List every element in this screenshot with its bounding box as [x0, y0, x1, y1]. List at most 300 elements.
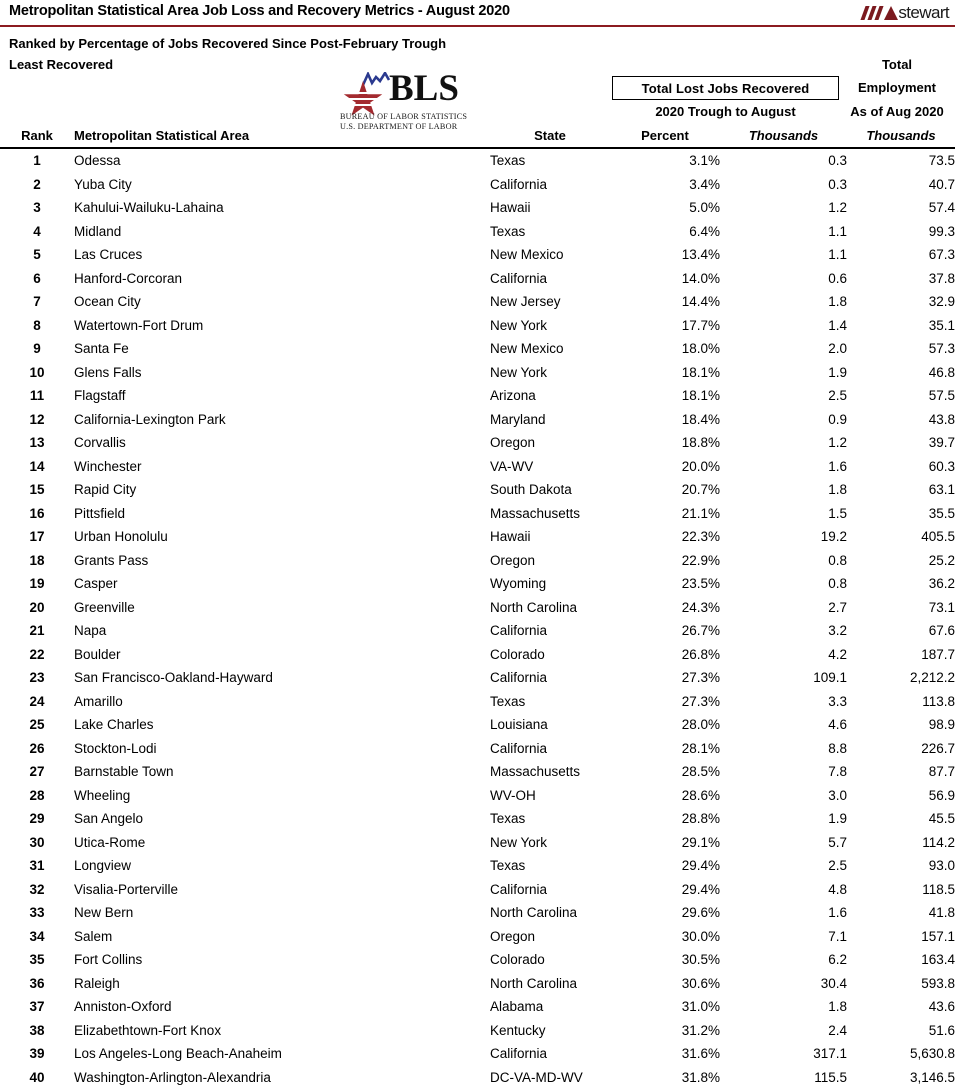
cell-msa: Yuba City	[74, 176, 132, 192]
cell-state: California	[490, 740, 548, 756]
cell-rank: 29	[29, 811, 45, 826]
cell-state: New Jersey	[490, 294, 561, 309]
cell-thousands-employment: 157.1	[921, 928, 955, 944]
cell-percent: 28.0%	[681, 717, 720, 732]
table-row	[0, 267, 955, 291]
cell-thousands-employment: 41.8	[928, 905, 955, 920]
cell-percent: 20.7%	[681, 482, 720, 497]
cell-percent: 28.5%	[681, 764, 720, 779]
cell-thousands-recovered: 8.8	[828, 740, 847, 756]
cell-rank: 13	[29, 435, 45, 450]
table-row	[0, 502, 955, 526]
cell-msa: Amarillo	[74, 693, 123, 709]
table-row	[0, 948, 955, 972]
cell-percent: 5.0%	[689, 200, 720, 215]
cell-msa: Winchester	[74, 458, 142, 474]
cell-rank: 10	[29, 364, 45, 380]
cell-rank: 9	[33, 341, 41, 356]
cell-msa: Anniston-Oxford	[74, 999, 172, 1014]
cell-msa: Boulder	[74, 646, 121, 662]
subtitle-least-recovered: Least Recovered	[9, 57, 114, 72]
cell-msa: Greenville	[74, 599, 135, 615]
cell-thousands-employment: 43.6	[928, 999, 955, 1014]
cell-thousands-employment: 99.3	[928, 223, 955, 239]
cell-thousands-employment: 3,146.5	[909, 1069, 955, 1085]
cell-rank: 40	[29, 1069, 45, 1085]
cell-thousands-employment: 405.5	[921, 529, 955, 544]
cell-rank: 11	[29, 388, 45, 403]
cell-state: North Carolina	[490, 599, 578, 615]
cell-thousands-employment: 43.8	[928, 411, 955, 427]
table-row	[0, 173, 955, 197]
cell-rank: 30	[29, 834, 45, 850]
cell-thousands-recovered: 1.9	[828, 811, 847, 826]
column-header-rank: Rank	[0, 128, 74, 148]
cell-thousands-recovered: 0.3	[828, 176, 847, 192]
cell-percent: 22.3%	[681, 529, 720, 544]
cell-rank: 3	[33, 200, 41, 215]
table-row	[0, 713, 955, 737]
table-row	[0, 478, 955, 502]
table-row	[0, 854, 955, 878]
table-row	[0, 643, 955, 667]
table-row	[0, 760, 955, 784]
cell-msa: Las Cruces	[74, 247, 143, 262]
group-header-trough-to-august: 2020 Trough to August	[655, 104, 796, 119]
cell-percent: 17.7%	[681, 317, 720, 333]
stewart-wordmark: stewart	[898, 2, 949, 22]
cell-msa: California-Lexington Park	[74, 411, 226, 427]
column-header-state: State	[490, 128, 610, 148]
cell-percent: 21.1%	[681, 505, 720, 521]
table-row	[0, 525, 955, 549]
cell-state: WV-OH	[490, 787, 536, 803]
cell-thousands-recovered: 4.6	[828, 717, 847, 732]
cell-thousands-recovered: 1.8	[828, 294, 847, 309]
cell-thousands-recovered: 3.3	[828, 693, 847, 709]
cell-percent: 24.3%	[681, 599, 720, 615]
cell-state: Oregon	[490, 928, 536, 944]
cell-state: California	[490, 881, 548, 897]
table-row	[0, 737, 955, 761]
cell-thousands-recovered: 109.1	[813, 670, 847, 685]
cell-rank: 33	[29, 905, 45, 920]
cell-msa: Fort Collins	[74, 952, 143, 967]
cell-msa: Visalia-Porterville	[74, 881, 179, 897]
cell-rank: 21	[29, 623, 45, 638]
cell-state: California	[490, 270, 548, 286]
cell-msa: Watertown-Fort Drum	[74, 317, 204, 333]
table-row	[0, 408, 955, 432]
column-header-msa: Metropolitan Statistical Area	[74, 128, 490, 148]
cell-thousands-recovered: 0.8	[828, 576, 847, 591]
cell-msa: Midland	[74, 223, 122, 239]
cell-percent: 31.6%	[681, 1046, 720, 1061]
cell-thousands-recovered: 1.1	[828, 223, 847, 239]
cell-msa: Washington-Arlington-Alexandria	[74, 1069, 271, 1085]
cell-percent: 27.3%	[681, 693, 720, 709]
cell-thousands-recovered: 2.0	[828, 341, 847, 356]
cell-thousands-employment: 67.6	[928, 623, 955, 638]
cell-state: Texas	[490, 693, 526, 709]
cell-state: New Mexico	[490, 247, 564, 262]
cell-thousands-recovered: 30.4	[820, 975, 847, 991]
stewart-slashes-icon	[863, 4, 897, 21]
cell-rank: 32	[29, 881, 45, 897]
table-row	[0, 384, 955, 408]
cell-thousands-recovered: 1.4	[828, 317, 847, 333]
cell-state: North Carolina	[490, 905, 578, 920]
cell-msa: Santa Fe	[74, 341, 129, 356]
cell-state: North Carolina	[490, 975, 578, 991]
cell-thousands-recovered: 1.8	[828, 482, 847, 497]
cell-state: Massachusetts	[490, 764, 581, 779]
bls-letters: BLS	[389, 68, 459, 109]
page-title: Metropolitan Statistical Area Job Loss and Recovery Metrics - August 2020	[9, 3, 510, 19]
metrics-table-container	[0, 128, 955, 1089]
bls-subtitle-bureau: BUREAU OF LABOR STATISTICS	[340, 112, 468, 121]
cell-state: Wyoming	[490, 576, 547, 591]
group-header-as-of-aug-2020: As of Aug 2020	[850, 104, 944, 119]
cell-msa: Casper	[74, 576, 118, 591]
cell-thousands-employment: 87.7	[928, 764, 955, 779]
cell-rank: 18	[29, 552, 45, 568]
cell-msa: Odessa	[74, 153, 121, 168]
cell-state: Colorado	[490, 952, 545, 967]
cell-thousands-recovered: 1.8	[828, 999, 847, 1014]
cell-state: DC-VA-MD-WV	[490, 1069, 583, 1085]
table-row	[0, 1019, 955, 1043]
cell-msa: Pittsfield	[74, 505, 126, 521]
table-row	[0, 831, 955, 855]
table-row	[0, 619, 955, 643]
cell-percent: 27.3%	[681, 670, 720, 685]
cell-thousands-recovered: 2.4	[828, 1022, 847, 1038]
cell-state: Massachusetts	[490, 505, 581, 521]
cell-state: Texas	[490, 153, 526, 168]
bls-logo	[337, 68, 507, 132]
cell-thousands-employment: 2,212.2	[909, 670, 955, 685]
cell-msa: Lake Charles	[74, 717, 154, 732]
table-row	[0, 784, 955, 808]
cell-msa: Hanford-Corcoran	[74, 270, 183, 286]
cell-percent: 30.5%	[681, 952, 720, 967]
cell-percent: 30.0%	[681, 928, 720, 944]
cell-state: Maryland	[490, 411, 546, 427]
cell-rank: 28	[29, 787, 45, 803]
cell-rank: 16	[29, 505, 45, 521]
cell-percent: 30.6%	[681, 975, 720, 991]
cell-rank: 12	[29, 411, 45, 427]
cell-percent: 18.1%	[681, 388, 720, 403]
cell-percent: 13.4%	[681, 247, 720, 262]
cell-state: Louisiana	[490, 717, 548, 732]
cell-thousands-employment: 45.5	[928, 811, 955, 826]
cell-thousands-recovered: 1.6	[828, 458, 847, 474]
cell-msa: Barnstable Town	[74, 764, 174, 779]
cell-state: New York	[490, 834, 548, 850]
table-row	[0, 972, 955, 996]
cell-rank: 4	[33, 223, 41, 239]
cell-msa: Grants Pass	[74, 552, 149, 568]
table-row	[0, 455, 955, 479]
cell-rank: 5	[33, 247, 41, 262]
cell-thousands-employment: 35.1	[928, 317, 955, 333]
cell-thousands-employment: 114.2	[922, 834, 955, 850]
cell-thousands-recovered: 0.6	[828, 270, 847, 286]
cell-percent: 22.9%	[681, 552, 720, 568]
cell-thousands-recovered: 3.2	[828, 623, 847, 638]
cell-state: New Mexico	[490, 341, 564, 356]
cell-thousands-recovered: 6.2	[828, 952, 847, 967]
cell-percent: 31.0%	[681, 999, 720, 1014]
cell-msa: Rapid City	[74, 482, 137, 497]
cell-msa: Raleigh	[74, 975, 120, 991]
cell-rank: 23	[29, 670, 45, 685]
cell-percent: 18.0%	[681, 341, 720, 356]
table-row	[0, 549, 955, 573]
column-header-thousands-employment: Thousands	[847, 128, 955, 148]
table-row	[0, 690, 955, 714]
cell-rank: 6	[33, 270, 41, 286]
cell-thousands-employment: 5,630.8	[909, 1046, 955, 1061]
cell-rank: 35	[29, 952, 45, 967]
cell-rank: 22	[29, 646, 45, 662]
cell-rank: 34	[29, 928, 45, 944]
cell-thousands-employment: 57.5	[928, 388, 955, 403]
cell-rank: 36	[29, 975, 45, 991]
stewart-caret-icon	[884, 6, 898, 20]
cell-thousands-employment: 46.8	[928, 364, 955, 380]
table-row	[0, 666, 955, 690]
cell-rank: 20	[29, 599, 45, 615]
cell-state: Hawaii	[490, 200, 531, 215]
cell-state: VA-WV	[490, 458, 534, 474]
cell-thousands-recovered: 0.9	[828, 411, 847, 427]
cell-percent: 23.5%	[681, 576, 720, 591]
cell-thousands-employment: 63.1	[928, 482, 955, 497]
cell-state: Texas	[490, 811, 526, 826]
table-row	[0, 220, 955, 244]
cell-thousands-employment: 113.8	[922, 693, 955, 709]
column-header-thousands-recovered: Thousands	[720, 128, 847, 148]
cell-thousands-recovered: 19.2	[820, 529, 847, 544]
table-row	[0, 925, 955, 949]
cell-msa: Ocean City	[74, 294, 141, 309]
cell-rank: 7	[33, 294, 41, 309]
cell-percent: 29.4%	[681, 881, 720, 897]
cell-state: Oregon	[490, 435, 536, 450]
cell-rank: 39	[29, 1046, 45, 1061]
cell-state: Hawaii	[490, 529, 531, 544]
cell-percent: 20.0%	[681, 458, 720, 474]
cell-state: Kentucky	[490, 1022, 546, 1038]
cell-rank: 19	[29, 576, 45, 591]
cell-percent: 18.8%	[681, 435, 720, 450]
cell-percent: 29.1%	[681, 834, 720, 850]
cell-msa: Utica-Rome	[74, 834, 146, 850]
cell-rank: 17	[29, 529, 45, 544]
cell-thousands-recovered: 4.2	[828, 646, 847, 662]
cell-rank: 25	[29, 717, 45, 732]
cell-thousands-employment: 73.5	[928, 153, 955, 168]
cell-rank: 27	[29, 764, 45, 779]
cell-thousands-recovered: 2.5	[828, 388, 847, 403]
stewart-logo	[863, 2, 949, 22]
table-row	[0, 243, 955, 267]
cell-thousands-recovered: 7.8	[828, 764, 847, 779]
cell-rank: 24	[29, 693, 45, 709]
cell-thousands-recovered: 1.1	[828, 247, 847, 262]
table-row	[0, 572, 955, 596]
cell-thousands-employment: 187.7	[921, 646, 955, 662]
cell-percent: 29.4%	[681, 858, 720, 873]
cell-msa: Glens Falls	[74, 364, 142, 380]
cell-percent: 14.4%	[681, 294, 720, 309]
cell-rank: 8	[33, 317, 41, 333]
cell-thousands-recovered: 3.0	[828, 787, 847, 803]
cell-thousands-recovered: 115.5	[814, 1069, 847, 1085]
table-row	[0, 290, 955, 314]
table-row	[0, 878, 955, 902]
cell-msa: New Bern	[74, 905, 134, 920]
cell-thousands-employment: 32.9	[928, 294, 955, 309]
bls-swoosh-icon	[361, 72, 391, 88]
cell-msa: Corvallis	[74, 435, 126, 450]
cell-msa: Salem	[74, 928, 113, 944]
cell-thousands-recovered: 2.7	[828, 599, 847, 615]
table-row	[0, 196, 955, 220]
cell-thousands-employment: 73.1	[928, 599, 955, 615]
cell-percent: 28.8%	[681, 811, 720, 826]
cell-thousands-employment: 98.9	[928, 717, 955, 732]
cell-thousands-employment: 36.2	[928, 576, 955, 591]
table-row	[0, 337, 955, 361]
cell-msa: San Francisco-Oakland-Hayward	[74, 670, 273, 685]
cell-state: California	[490, 623, 548, 638]
cell-percent: 31.8%	[681, 1069, 720, 1085]
cell-msa: Kahului-Wailuku-Lahaina	[74, 200, 224, 215]
cell-msa: Longview	[74, 858, 132, 873]
cell-percent: 31.2%	[681, 1022, 720, 1038]
table-row	[0, 901, 955, 925]
cell-msa: Urban Honolulu	[74, 529, 168, 544]
cell-state: Oregon	[490, 552, 536, 568]
table-row	[0, 314, 955, 338]
cell-msa: San Angelo	[74, 811, 144, 826]
column-header-percent: Percent	[610, 128, 720, 148]
cell-rank: 26	[29, 740, 45, 756]
cell-msa: Flagstaff	[74, 388, 126, 403]
cell-state: South Dakota	[490, 482, 572, 497]
cell-state: California	[490, 176, 548, 192]
cell-thousands-employment: 25.2	[928, 552, 955, 568]
title-bar	[0, 0, 955, 27]
cell-percent: 18.1%	[681, 364, 720, 380]
cell-state: New York	[490, 317, 548, 333]
table-header-row	[0, 128, 955, 148]
cell-thousands-recovered: 7.1	[828, 928, 847, 944]
cell-state: California	[490, 670, 548, 685]
cell-rank: 37	[29, 999, 45, 1014]
table-row	[0, 361, 955, 385]
cell-thousands-employment: 163.4	[921, 952, 955, 967]
cell-thousands-employment: 37.8	[928, 270, 955, 286]
table-row	[0, 995, 955, 1019]
table-row	[0, 596, 955, 620]
cell-thousands-recovered: 1.2	[828, 200, 847, 215]
cell-percent: 29.6%	[681, 905, 720, 920]
cell-thousands-recovered: 2.5	[828, 858, 847, 873]
cell-msa: Los Angeles-Long Beach-Anaheim	[74, 1046, 282, 1061]
table-row	[0, 1066, 955, 1089]
cell-state: Texas	[490, 223, 526, 239]
cell-msa: Wheeling	[74, 787, 131, 803]
cell-percent: 6.4%	[689, 223, 720, 239]
cell-thousands-employment: 40.7	[928, 176, 955, 192]
group-header-employment: Employment	[857, 80, 936, 95]
cell-state: California	[490, 1046, 548, 1061]
cell-percent: 18.4%	[681, 411, 720, 427]
cell-percent: 26.7%	[681, 623, 720, 638]
cell-rank: 15	[29, 482, 45, 497]
cell-thousands-recovered: 5.7	[828, 834, 847, 850]
cell-thousands-recovered: 1.9	[828, 364, 847, 380]
cell-thousands-employment: 67.3	[928, 247, 955, 262]
group-header-lost-jobs-recovered: Total Lost Jobs Recovered	[612, 76, 839, 100]
cell-thousands-employment: 118.5	[922, 881, 955, 897]
cell-percent: 28.6%	[681, 787, 720, 803]
cell-percent: 28.1%	[681, 740, 720, 756]
cell-thousands-recovered: 1.2	[828, 435, 847, 450]
cell-state: Colorado	[490, 646, 545, 662]
cell-msa: Napa	[74, 623, 107, 638]
cell-thousands-employment: 51.6	[928, 1022, 955, 1038]
cell-state: Arizona	[490, 388, 536, 403]
cell-rank: 31	[29, 858, 45, 873]
cell-thousands-recovered: 1.5	[828, 505, 847, 521]
cell-msa: Elizabethtown-Fort Knox	[74, 1022, 222, 1038]
cell-percent: 14.0%	[681, 270, 720, 286]
cell-thousands-recovered: 1.6	[828, 905, 847, 920]
cell-thousands-employment: 39.7	[928, 435, 955, 450]
group-header-total: Total	[881, 57, 913, 72]
table-row	[0, 1042, 955, 1066]
cell-percent: 26.8%	[681, 646, 720, 662]
cell-rank: 2	[33, 176, 41, 192]
cell-thousands-employment: 226.7	[921, 740, 955, 756]
cell-rank: 14	[29, 458, 45, 474]
cell-thousands-recovered: 0.3	[828, 153, 847, 168]
cell-thousands-employment: 57.4	[928, 200, 955, 215]
cell-state: New York	[490, 364, 548, 380]
cell-thousands-employment: 57.3	[928, 341, 955, 356]
cell-percent: 3.4%	[689, 176, 720, 192]
cell-percent: 3.1%	[689, 153, 720, 168]
cell-thousands-employment: 35.5	[928, 505, 955, 521]
cell-thousands-recovered: 4.8	[828, 881, 847, 897]
table-body	[0, 148, 955, 1089]
table-row	[0, 431, 955, 455]
cell-thousands-employment: 56.9	[928, 787, 955, 803]
table-row	[0, 807, 955, 831]
cell-state: Texas	[490, 858, 526, 873]
subtitle-ranked-by: Ranked by Percentage of Jobs Recovered Since Post-February Trough	[9, 36, 447, 51]
cell-thousands-employment: 60.3	[928, 458, 955, 474]
table-row	[0, 148, 955, 173]
cell-thousands-recovered: 317.1	[813, 1046, 847, 1061]
metrics-table	[0, 128, 955, 1089]
